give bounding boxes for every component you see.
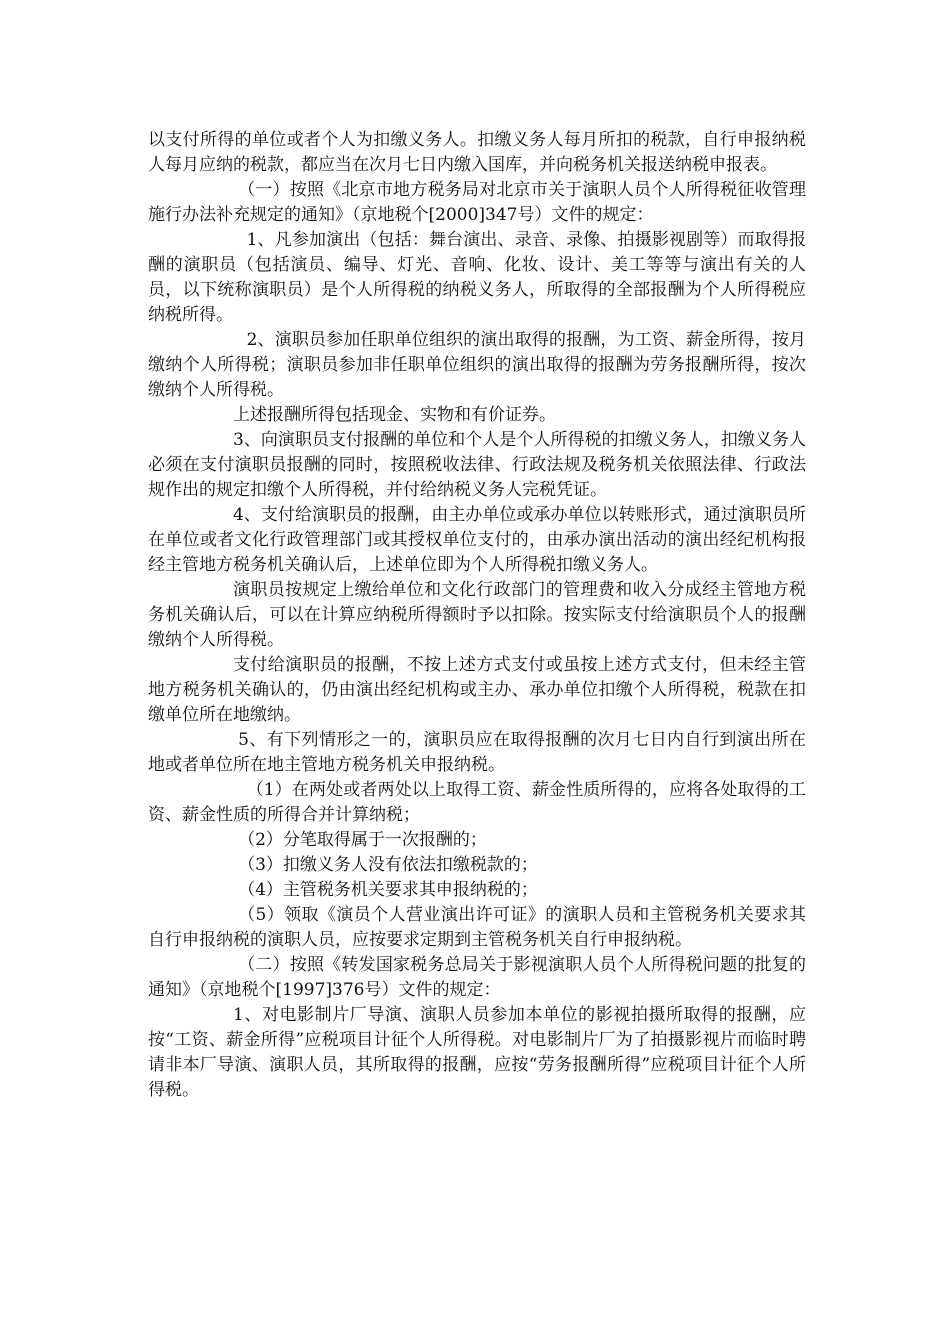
paragraph-item-3: 3、向演职员支付报酬的单位和个人是个人所得税的扣缴义务人，扣缴义务人必须在支付演职员报酬的同时，按照税收法律、行政法规及税务机关依照法律、行政法规作出的规定扣缴个人所得税，并付给纳税义务人完税凭证。	[148, 430, 806, 500]
paragraph-item-5-sub-2: （2）分笔取得属于一次报酬的；	[238, 830, 487, 850]
paragraph-item-4: 4、支付给演职员的报酬，由主办单位或承办单位以转账形式，通过演职员所在单位或者文化行政管理部门或其授权单位支付的，由承办演出活动的演出经纪机构报经主管地方税务机关确认后，上述单位即为个人所得税扣缴义务人。	[148, 505, 806, 575]
paragraph-intro: 以支付所得的单位或者个人为扣缴义务人。扣缴义务人每月所扣的税款，自行申报纳税人每月应纳的税款，都应当在次月七日内缴入国库，并向税务机关报送纳税申报表。	[148, 130, 806, 175]
paragraph-section-1-heading: （一）按照《北京市地方税务局对北京市关于演职人员个人所得税征收管理施行办法补充规定的通知》（京地税个[2000]347号）文件的规定：	[148, 180, 806, 225]
paragraph-item-5: 5、有下列情形之一的，演职员应在取得报酬的次月七日内自行到演出所在地或者单位所在地主管地方税务机关申报纳税。	[148, 730, 806, 775]
paragraph-item-5-sub-3: （3）扣缴义务人没有依法扣缴税款的；	[238, 855, 538, 875]
paragraph-item-5-sub-5: （5）领取《演员个人营业演出许可证》的演职人员和主管税务机关要求其自行申报纳税的演职人员，应按要求定期到主管税务机关自行申报纳税。	[148, 905, 806, 950]
paragraph-item-4-note-2: 支付给演职员的报酬，不按上述方式支付或虽按上述方式支付，但未经主管地方税务机关确认的，仍由演出经纪机构或主办、承办单位扣缴个人所得税，税款在扣缴单位所在地缴纳。	[148, 655, 806, 725]
paragraph-item-5-sub-1: （1）在两处或者两处以上取得工资、薪金性质所得的，应将各处取得的工资、薪金性质的所得合并计算纳税；	[148, 780, 806, 825]
paragraph-item-1: 1、凡参加演出（包括：舞台演出、录音、录像、拍摄影视剧等）而取得报酬的演职员（包括演员、编导、灯光、音响、化妆、设计、美工等等与演出有关的人员，以下统称演职员）是个人所得税的纳税义务人，所取得的全部报酬为个人所得税应纳税所得。	[148, 230, 806, 325]
paragraph-item-5-sub-4: （4）主管税务机关要求其申报纳税的；	[238, 880, 538, 900]
document-body	[148, 128, 806, 1103]
paragraph-item-2: 2、演职员参加任职单位组织的演出取得的报酬，为工资、薪金所得，按月缴纳个人所得税；演职员参加非任职单位组织的演出取得的报酬为劳务报酬所得，按次缴纳个人所得税。	[148, 330, 806, 400]
paragraph-section-2-item-1: 1、对电影制片厂导演、演职人员参加本单位的影视拍摄所取得的报酬，应按“工资、薪金所得”应税项目计征个人所得税。对电影制片厂为了拍摄影视片而临时聘请非本厂导演、演职人员，其所取得的报酬，应按“劳务报酬所得”应税项目计征个人所得税。	[148, 1005, 806, 1100]
paragraph-item-2-note: 上述报酬所得包括现金、实物和有价证券。	[233, 405, 556, 425]
paragraph-section-2-heading: （二）按照《转发国家税务总局关于影视演职人员个人所得税问题的批复的通知》（京地税个[1997]376号）文件的规定：	[148, 955, 806, 1000]
paragraph-item-4-note-1: 演职员按规定上缴给单位和文化行政部门的管理费和收入分成经主管地方税务机关确认后，可以在计算应纳税所得额时予以扣除。按实际支付给演职员个人的报酬缴纳个人所得税。	[148, 580, 806, 650]
